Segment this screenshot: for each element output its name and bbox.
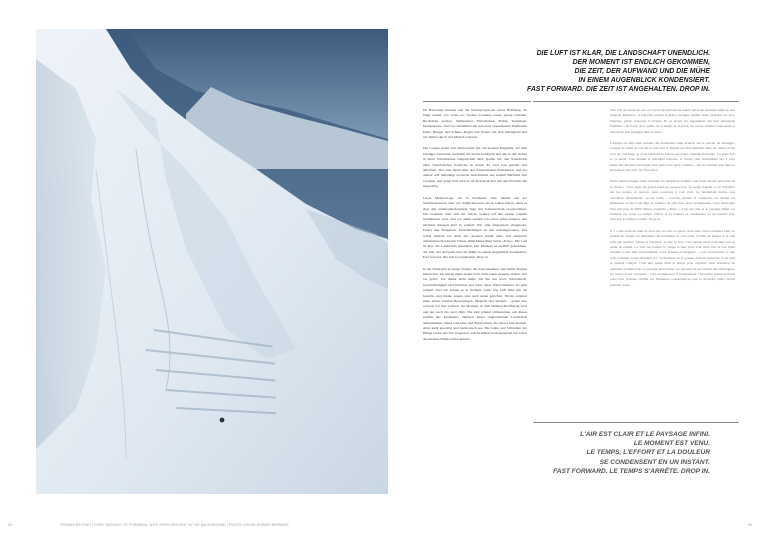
divider-quote	[533, 422, 739, 423]
paragraph: Notre météorologue nous informe via téléphone satellite que nous aurons peut-être de la chance : trois jours de grand soleil en perspective. La neige fraîche va se stabiliser sur les pentes, et surtout, nous pourrons y voir clair. Le lendemain matin, tout s'accélère. Maintenant, on est rodés – rouvrés, piolets et crampons, on choisit les itinéraires, et me voilà déjà au sommet de cette face nord vertigineuse. Cette montagne d'un peu plus de 4000 mètres s'appelle « Pony ». L'air est clair et le paysage infini. Le moment est venu. Le temps, l'effort et la douleur se condensent en un instant. Fast forward. Le temps s'arrête. Drop in.	[610, 179, 735, 222]
paragraph: Il y a des endroits dans la face qui ont l'air en glace, mais mes carres tiennent bien. Je prends un virage, un deuxième, un troisième, et c'est parti. J'arrête de penser et je suis plus que gravité, vitesse et intuition. Je ride la face, c'est rapide, mais pour moi tout se passe au ralenti. Le vent me fouette le visage et mes yeux sont rivés vers le bas. Rien n'existe à part mes mouvements. C'est intense et magique – c'est exactement ce que nous sommes venus chercher ici : le moment où la pensée devient superflue et où seul le présent compte. C'est une pause dans le temps pour capturer cette sensation de petitesse au milieu de ce paysage incroyable. Les glaciers et les formes des montagnes, les séracs et les crevasses – tout est imposant et harmonieux. Ces belles pentes si lisses nous font presque oublier les fâcheuses conséquences que la moindre petite erreur pourrait avoir.	[610, 228, 735, 287]
quote-fr-line: SE CONDENSENT EN UN INSTANT.	[599, 458, 710, 466]
quote-de-line: DER MOMENT IST ENDLICH GEKOMMEN,	[572, 59, 710, 67]
pull-quote-german	[390, 49, 710, 94]
paragraph: Une fois de retour au sec, on reçoit des prévisions météo qui nous donnent enfin un peu d'espoir. Rebelote : il faut faire sécher le matos, manger, dormir assez, préparer les sacs, marcher, partir, traverser la rivière. Et on ajoute les ingrédients qui sont désormais familiers : du froid, de la grêle, de la neige, de la pluie, du soleil, chanter toute seule et encore un peu patauger dans la boue.	[610, 108, 735, 134]
skier-figure	[220, 418, 225, 423]
paragraph: Im Basecamp machen uns die Wetterprognosen etwas Hoffnung. Es fängt wieder von vorne an: Sachen trocknen, essen, genug schlafen, Rucksäcke packen, Seilmaterial, Harscheisen, Pickel, Steigeisen, Daunenjacke. Und das zusammen mit den zwei bekanntesten Elementen Kälte, Hunger und Schnee. Regen und Sonne: wir sich hinsingend und wir immer durch viel Matsch wattend.	[423, 108, 527, 140]
paragraph: L'équipe est déjà bien soudée. Au deuxième camp avancé, sur le glacier de Jalungpo, lorsque le soleil se couche et que tout le monde est bien emballé dans les tentes et les sacs de couchage, je crois entendre la bande son d'une comédie française. Ça parle fort et ça débat. L'un maudit le président français, et l'autre veut absolument lire à voix haute des histoires érotiques d'un petit livre qu'il a amené... On ne s'ennuie pas dans le Kokohaal-Tou avec les Frenchies.	[610, 141, 735, 173]
paragraph: Unser Meteorologe, der in Chamonix sitzt, meldet uns per Satellitentelefon, dass wir möglicherweise etwas Glück haben, denn es sind drei aufeinanderfolgende Tage mit Sonnenschein prognostiziert. Das bedeutet, dass sich der frische Schnee auf den steilen Gipfeln stabilisieren wird, und vor allem werden wir etwas sehen können. Am nächsten Morgen geht es schnell. Wir sind eingespielt: eingepackt, Pickel und Steigeisen. Entscheidungen zu den Aufstiegsrouten, und schon befinde ich mich am obersten Punkt einer fast senkrecht abfallenden Nordwand. Dieser 4000-Meter-Berg heisst «Pony». Die Luft ist klar, die Landschaft unendlich. Der Moment ist endlich gekommen, die Zeit, der Aufwand und die Mühe in einem Augenblick kondensiert. Fast forward. Die Zeit ist angehalten. Drop in.	[423, 195, 527, 260]
page-number-right: 95	[748, 523, 752, 527]
quote-fr-line: L'AIR EST CLAIR ET LE PAYSAGE INFINI.	[580, 431, 710, 438]
pull-quote-french	[410, 430, 710, 476]
quote-fr-line: LE TEMPS, L'EFFORT ET LA DOULEUR	[586, 449, 710, 457]
paragraph: In der Wand gibt es einige Stellen, die steig aussehen, aber meine Kanten halten fest. Ich mache einen ersten Turn, dann einen zweiten, dritten, und los geht's. Ich denke nicht mehr. Ich bin nur noch Schwerkraft, Geschwindigkeit und Intuition und fahre diese Wand hinunter. Es geht schnell, aber ich nehme es in Zeitlupe wahr. Die Luft bläst mir ins Gesicht, und meine Augen sind nach unten gerichtet. Nichts existiert mehr ausser meinen Bewegungen. Magisch und intensiv – genau das, wonach wir hier suchten: der Moment, in dem Denken überflüssig wird und nur noch das Jetzt zählt. Die Zeit scheint stillzustehen, um dieses Gefühl des Kleinseins inmitten dieser unglaublichen Landschaft aufzunehmen. Diese Gletscher und Bergformen, die Séracs und Spalten. Alles sieht gewaltig und harmonisch aus. Die Gütte und Schönheit der Hänge lassen uns fast vergessen, welche frühen Konsequenzen nur schon der kleinste Fehler haben könnte.	[423, 266, 527, 341]
quote-de-line: FAST FORWARD. DIE ZEIT IST ANGEHALTEN. DROP IN.	[527, 86, 710, 94]
quote-fr-line: FAST FORWARD. LE TEMPS S'ARRÊTE. DROP IN.	[553, 467, 710, 475]
page-number-left: 94	[8, 523, 12, 527]
article-column-french	[610, 108, 735, 294]
quote-fr-line: LE MOMENT EST VENU.	[633, 440, 710, 448]
quote-de-line: IN EINEM AUGENBLICK KONDENSIERT.	[578, 77, 710, 85]
quote-de-line: DIE ZEIT, DER AUFWAND UND DIE MÜHE	[574, 68, 710, 76]
paragraph: Die Gruppe kennt sich mittlerweile gut. Im zweiten Hagkamp auf dem Jalungpo-Gletscher, nachdem die Sonne untergeht und alle in den Zelten in ihren Schlafsäcken eingewickelt sind, glaube ich, den Soundtrack einer französischen Komödie zu hören. Es wird laut geredet und debattiert. Der eine flucht über den französischen Präsidenten, und der andere will unbedingt erotische Geschichten aus seinem Büchlein laut vorlesen. Auf jeden Fall wird es im Kokohaal-Tou mit den Franchis nie langweilig.	[423, 146, 527, 189]
photo-caption: THOMAS DELFINO | FIRST DESCENT OF PYRAMIDA, WITH PONY DESCENT IN THE BACKGROUND | PHOTO: OSKAR JEREMY BERNARD	[60, 523, 289, 527]
divider-french	[533, 101, 739, 102]
divider-german	[423, 101, 531, 102]
quote-de-line: DIE LUFT IST KLAR, DIE LANDSCHAFT UNENDLICH.	[536, 50, 710, 57]
mountain-photo	[36, 29, 388, 494]
article-column-german	[423, 108, 527, 348]
